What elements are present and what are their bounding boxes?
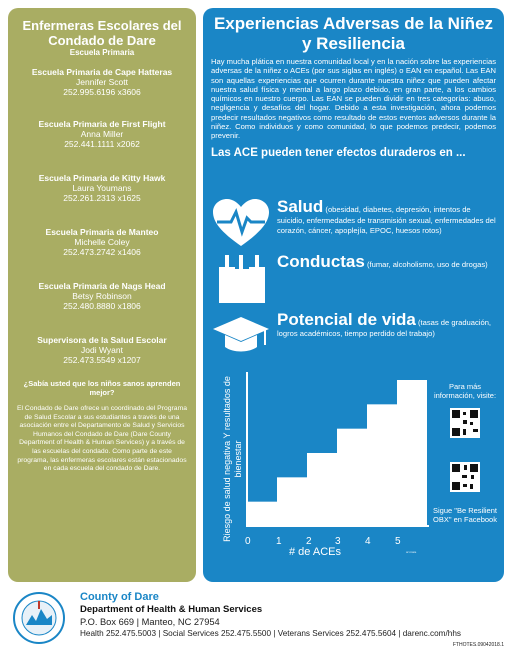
x-tick-label: 0 xyxy=(245,536,251,547)
effects-heading: Las ACE pueden tener efectos duraderos en ... xyxy=(211,146,466,159)
school-name: Escuela Primaria de Kitty Hawk xyxy=(38,173,166,183)
nurse-phone: 252.480.8880 x1806 xyxy=(63,301,141,311)
school-name: Escuela Primaria de Nags Head xyxy=(38,281,166,291)
chart-step-bar xyxy=(367,404,397,526)
nurse-name: Anna Miller xyxy=(80,129,124,139)
effect-text xyxy=(277,198,496,235)
school-name: Escuela Primaria de First Flight xyxy=(38,119,166,129)
x-tick-label: 5 xyxy=(395,536,401,547)
effect-detail: (tasas de graduación, logros académicos, tiempo perdido del trabajo) xyxy=(277,318,492,338)
nurse-name: Jodi Wyant xyxy=(81,345,123,355)
chart-step-bar xyxy=(247,502,277,526)
school-name: Escuela Primaria de Manteo xyxy=(45,227,159,237)
nurse-phone: 252.473.5549 x1207 xyxy=(63,355,141,365)
footer xyxy=(0,585,512,663)
sidebar-title: Enfermeras Escolares del Condado de Dare xyxy=(22,18,182,48)
county-seal-icon xyxy=(12,591,66,645)
qr-code-icon[interactable] xyxy=(450,462,480,492)
heart-pulse-icon xyxy=(211,198,271,250)
nurse-phone: 252.473.2742 x1406 xyxy=(63,247,141,257)
school-name: Escuela Primaria de Cape Hatteras xyxy=(31,67,173,77)
sidebar-subtitle: Escuela Primaria xyxy=(69,48,135,57)
nurse-name: Michelle Coley xyxy=(74,237,130,247)
chart-y-label: Riesgo de salud negativa Y resultados de bienestar xyxy=(222,376,243,542)
chart-svg xyxy=(233,368,433,538)
school-entry xyxy=(16,335,188,365)
footer-department: Department of Health & Human Services xyxy=(80,604,263,615)
graduation-cap-icon xyxy=(211,311,271,363)
chart-step-bar xyxy=(337,429,367,526)
school-entry xyxy=(16,173,188,203)
nurse-name: Laura Youmans xyxy=(72,183,132,193)
chart-x-label: # de ACEs xyxy=(289,546,341,558)
footer-county: County of Dare xyxy=(80,591,159,603)
more-info-text: Para más información, visite: xyxy=(433,382,497,400)
chart-step-bar xyxy=(277,477,307,526)
school-entry xyxy=(16,281,188,311)
x-tick-label: 4 xyxy=(365,536,371,547)
school-nurses-sidebar xyxy=(8,8,196,582)
school-entry xyxy=(16,119,188,149)
effect-title: Salud xyxy=(277,197,324,216)
nurse-name: Betsy Robinson xyxy=(72,291,132,301)
x-tick-label: 3 xyxy=(335,536,341,547)
footer-code: FTHOTES.09042018.1 xyxy=(452,642,504,648)
x-tick-sub-label: or more xyxy=(406,550,417,554)
school-name: Supervisora de la Salud Escolar xyxy=(37,335,167,345)
chart-step-bar xyxy=(307,453,337,526)
effect-text xyxy=(277,253,496,271)
qr-code-icon[interactable] xyxy=(450,408,480,438)
x-tick-label: 2 xyxy=(306,536,312,547)
effect-title: Conductas xyxy=(277,252,365,271)
effect-detail: (fumar, alcoholismo, uso de drogas) xyxy=(366,260,488,269)
school-entry xyxy=(16,227,188,257)
effect-detail: (obesidad, diabetes, depresión, intentos de suicidio, enfermedades de transmisión sexual, enfermedades del corazón, cáncer, apoplejía, EPOC, huesos rotos) xyxy=(277,205,496,235)
program-paragraph: El Condado de Dare ofrece un coordinado del Programa de Salud Escolar a sus estudiantes a través de una asociación entre el Departamento de Salud y Servicios Humanos del Condado de Dare (Dare County Department of Health & Human Services) y a través de las escuelas del condado. Como parte de este programa, las enfermeras escolares están estacionados en cada escuela del condado de Dare. xyxy=(16,405,188,473)
more-info-panel xyxy=(431,382,499,524)
bottles-icon xyxy=(211,253,271,305)
aces-risk-chart xyxy=(211,368,441,578)
nurse-name: Jennifer Scott xyxy=(76,77,128,87)
effect-text xyxy=(277,311,496,339)
page-title: Experiencias Adversas de la Niñez y Resiliencia xyxy=(213,14,494,53)
effect-title: Potencial de vida xyxy=(277,310,416,329)
healthy-kids-question: ¿Sabía usted que los niños sanos aprenden mejor? xyxy=(23,379,181,397)
footer-address: P.O. Box 669 | Manteo, NC 27954 xyxy=(80,617,220,627)
footer-phones: Health 252.475.5003 | Social Services 252.475.5500 | Veterans Services 252.475.5604 | darenc.com/hhs xyxy=(80,629,461,638)
intro-paragraph: Hay mucha plática en nuestra comunidad local y en la nación sobre las experiencias adversas de la niñez o ACEs (por sus siglas en inglés) o EAN en español. Las EAN son aquellas experiencias que ocurren durante nuestra niñez que pueden afectar nuestra salud física y mental a largo plazo debido, en gran parte, a los cambios químicos en nuestro cuerpo. Las EAN se pueden dividir en tres categorías: abuso, negligencia y desafíos del hogar. Debido a esta investigación, ahora podemos predecir resultados negativos como resultado de estos eventos adversos durante la niñez. Como individuos y como comunidad, lo que podemos predecir, podemos prevenir. xyxy=(211,57,496,141)
nurse-phone: 252.261.2313 x1625 xyxy=(63,193,141,203)
nurse-phone: 252.995.6196 x3606 xyxy=(63,87,141,97)
aces-panel xyxy=(203,8,504,582)
x-tick-label: 1 xyxy=(276,536,282,547)
school-entry xyxy=(16,67,188,97)
nurse-phone: 252.441.1111 x2062 xyxy=(64,139,140,149)
facebook-note: Sigue "Be Resilient OBX" en Facebook xyxy=(433,506,497,524)
chart-step-bar xyxy=(397,380,427,526)
